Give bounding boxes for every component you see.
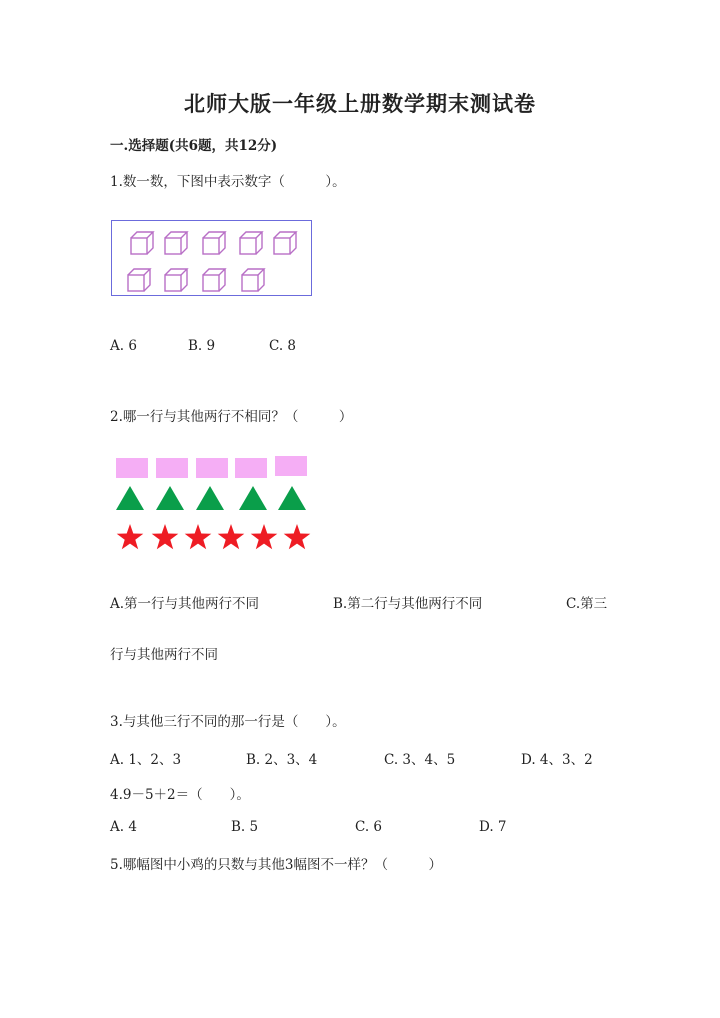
green-triangle [239, 486, 267, 510]
red-star-icon [185, 524, 212, 549]
red-star-icon [251, 524, 278, 549]
q2-option-b: B.第二行与其他两行不同 [333, 596, 483, 612]
cube-icon [274, 232, 296, 254]
q4-option-a: A. 4 [110, 819, 137, 835]
q2-option-a: A.第一行与其他两行不同 [110, 596, 260, 612]
green-triangle [116, 486, 144, 510]
q1-option-c: C. 8 [269, 338, 297, 354]
question-1-text: 1.数一数，下图中表示数字（ ）。 [110, 174, 346, 190]
cube-icon [128, 269, 150, 291]
red-star-icon [284, 524, 311, 549]
cube-icon [203, 232, 225, 254]
pink-rectangle [156, 458, 188, 478]
star-row [110, 522, 320, 554]
cube-figure [111, 220, 312, 296]
q3-option-c: C. 3、4、5 [384, 752, 456, 768]
q1-option-a: A. 6 [110, 338, 137, 354]
pink-rectangle [235, 458, 267, 478]
cube-icon [240, 232, 262, 254]
cube-icon [242, 269, 264, 291]
q3-option-d: D. 4、3、2 [521, 752, 593, 768]
q3-option-b: B. 2、3、4 [246, 752, 318, 768]
q3-option-a: A. 1、2、3 [110, 752, 182, 768]
pink-rectangle [116, 458, 148, 478]
q2-option-c: C.第三 [566, 596, 608, 612]
page-title: 北师大版一年级上册数学期末测试卷 [184, 91, 536, 116]
red-star-icon [152, 524, 179, 549]
q4-option-d: D. 7 [479, 819, 507, 835]
cube-icon [203, 269, 225, 291]
cube-icon [165, 269, 187, 291]
cube-figure-box [111, 220, 312, 296]
q4-option-b: B. 5 [231, 819, 259, 835]
question-2-text: 2.哪一行与其他两行不相同？（ ） [110, 409, 353, 425]
pink-rectangle [196, 458, 228, 478]
green-triangle [196, 486, 224, 510]
question-5-text: 5.哪幅图中小鸡的只数与其他3幅图不一样？（ ） [110, 857, 442, 873]
green-triangle [278, 486, 306, 510]
question-4-text: 4.9－5＋2＝（ ）。 [110, 787, 250, 803]
q2-option-c-continued: 行与其他两行不同 [110, 647, 218, 663]
q1-option-b: B. 9 [188, 338, 216, 354]
question-3-text: 3.与其他三行不同的那一行是（ ）。 [110, 714, 346, 730]
red-star-icon [218, 524, 245, 549]
triangle-row [110, 484, 320, 514]
pink-rectangle [275, 456, 307, 476]
cube-icon [165, 232, 187, 254]
section-heading: 一.选择题(共6题，共12分) [110, 138, 278, 154]
green-triangle [156, 486, 184, 510]
q4-option-c: C. 6 [355, 819, 383, 835]
cube-icon [131, 232, 153, 254]
red-star-icon [117, 524, 144, 549]
